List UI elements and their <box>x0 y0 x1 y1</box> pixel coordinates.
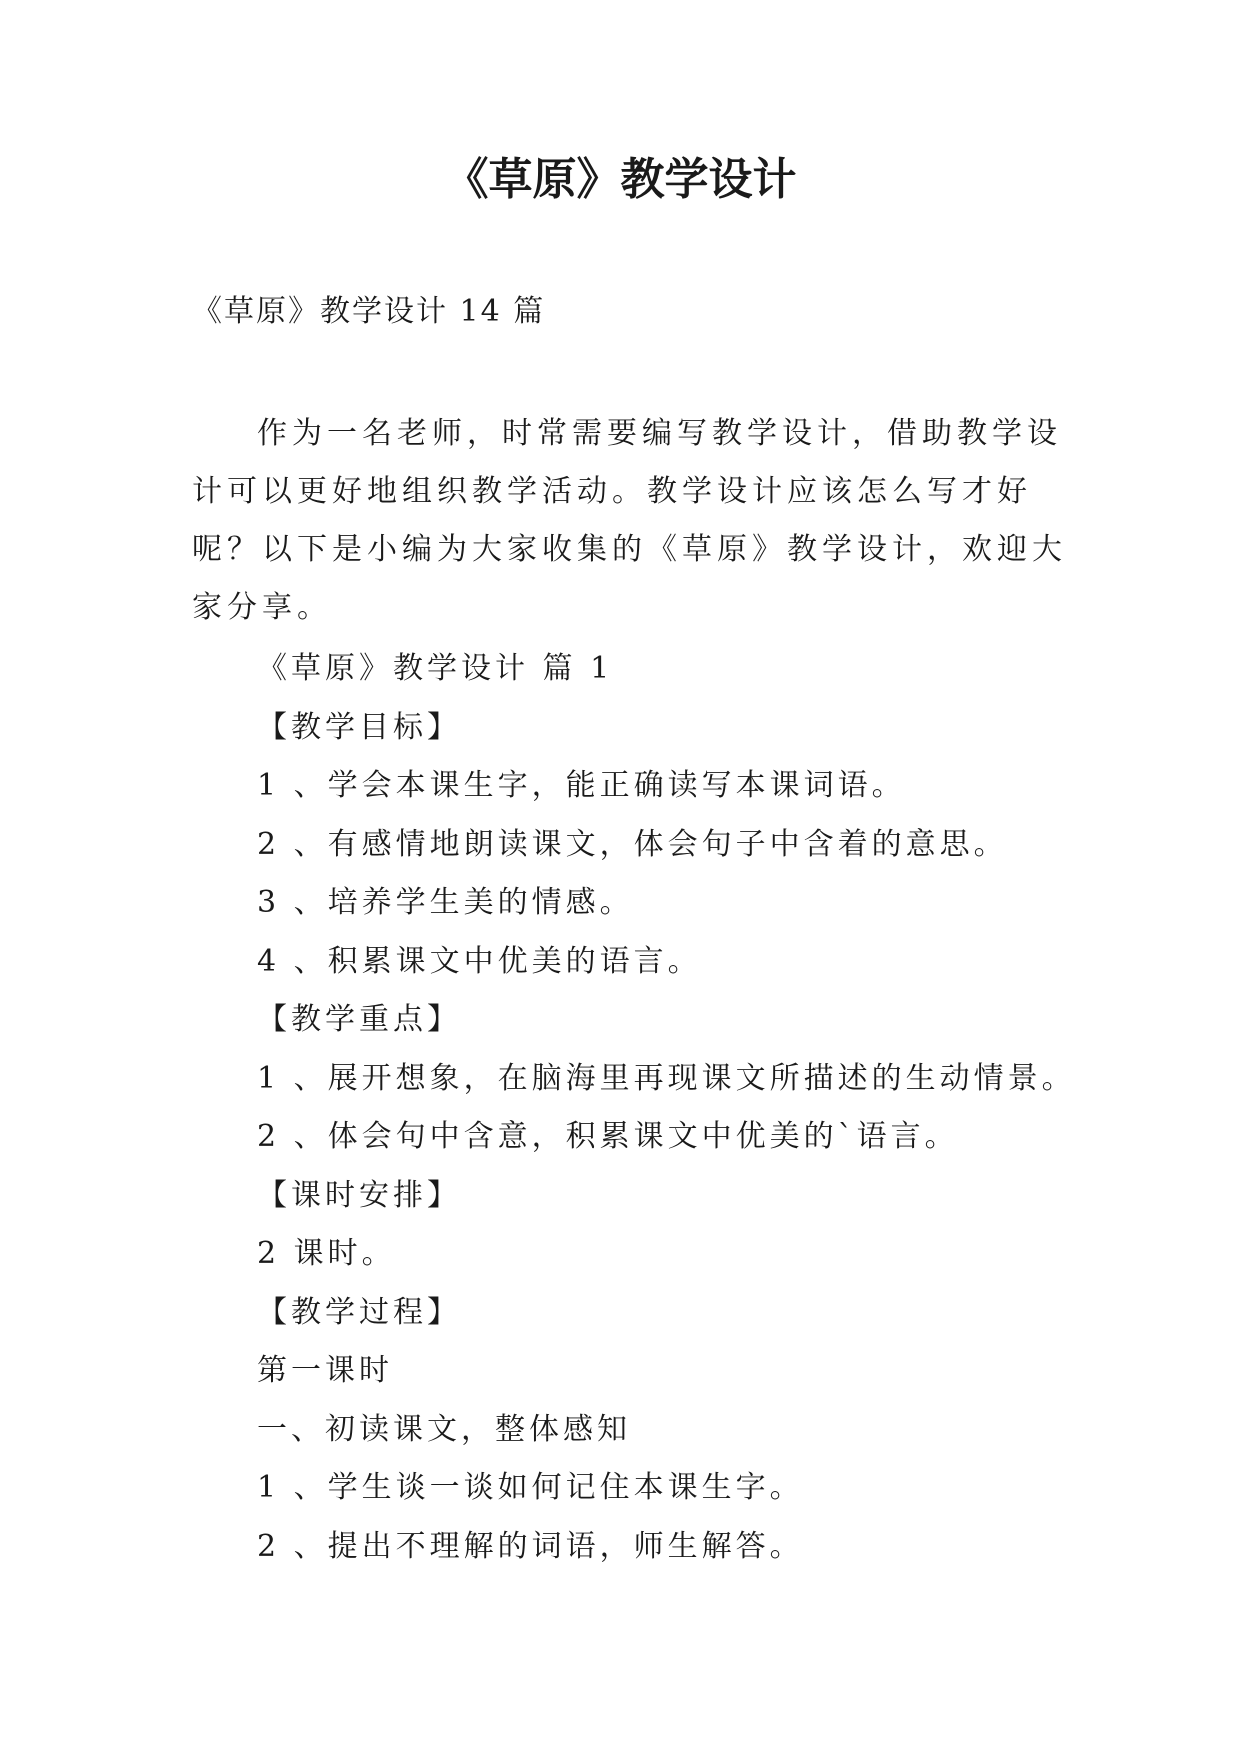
step-item: 2 、提出不理解的词语，师生解答。 <box>257 1528 804 1564</box>
key-points-heading: 【教学重点】 <box>257 1002 461 1037</box>
objective-item: 3 、培养学生美的情感。 <box>257 885 634 920</box>
objectives-heading: 【教学目标】 <box>257 709 461 745</box>
document-title: 《草原》教学设计 <box>444 154 797 205</box>
process-heading: 【教学过程】 <box>257 1294 461 1330</box>
objective-item: 4 、积累课文中优美的语言。 <box>257 943 702 979</box>
section-heading: 《草原》教学设计 篇 1 <box>257 651 614 686</box>
step-heading: 一、初读课文，整体感知 <box>257 1411 631 1447</box>
intro-paragraph: 作为一名老师，时常需要编写教学设计，借助教学设计可以更好地组织教学活动。教学设计应该怎么写才好呢？以下是小编为大家收集的《草原》教学设计，欢迎大家分享。 <box>192 416 1067 625</box>
schedule-text: 2 课时。 <box>257 1236 396 1271</box>
key-point-item: 2 、体会句中含意，积累课文中优美的`语言。 <box>257 1119 959 1154</box>
document-subtitle: 《草原》教学设计 14 篇 <box>192 294 546 329</box>
key-point-item: 1 、展开想象，在脑海里再现课文所描述的生动情景。 <box>257 1060 1076 1096</box>
lesson-period-label: 第一课时 <box>257 1353 393 1388</box>
objective-item: 1 、学会本课生字，能正确读写本课词语。 <box>257 768 906 803</box>
step-item: 1 、学生谈一谈如何记住本课生字。 <box>257 1470 804 1505</box>
objective-item: 2 、有感情地朗读课文，体会句子中含着的意思。 <box>257 826 1008 862</box>
lesson-section <box>257 640 1117 1576</box>
schedule-heading: 【课时安排】 <box>257 1177 461 1213</box>
